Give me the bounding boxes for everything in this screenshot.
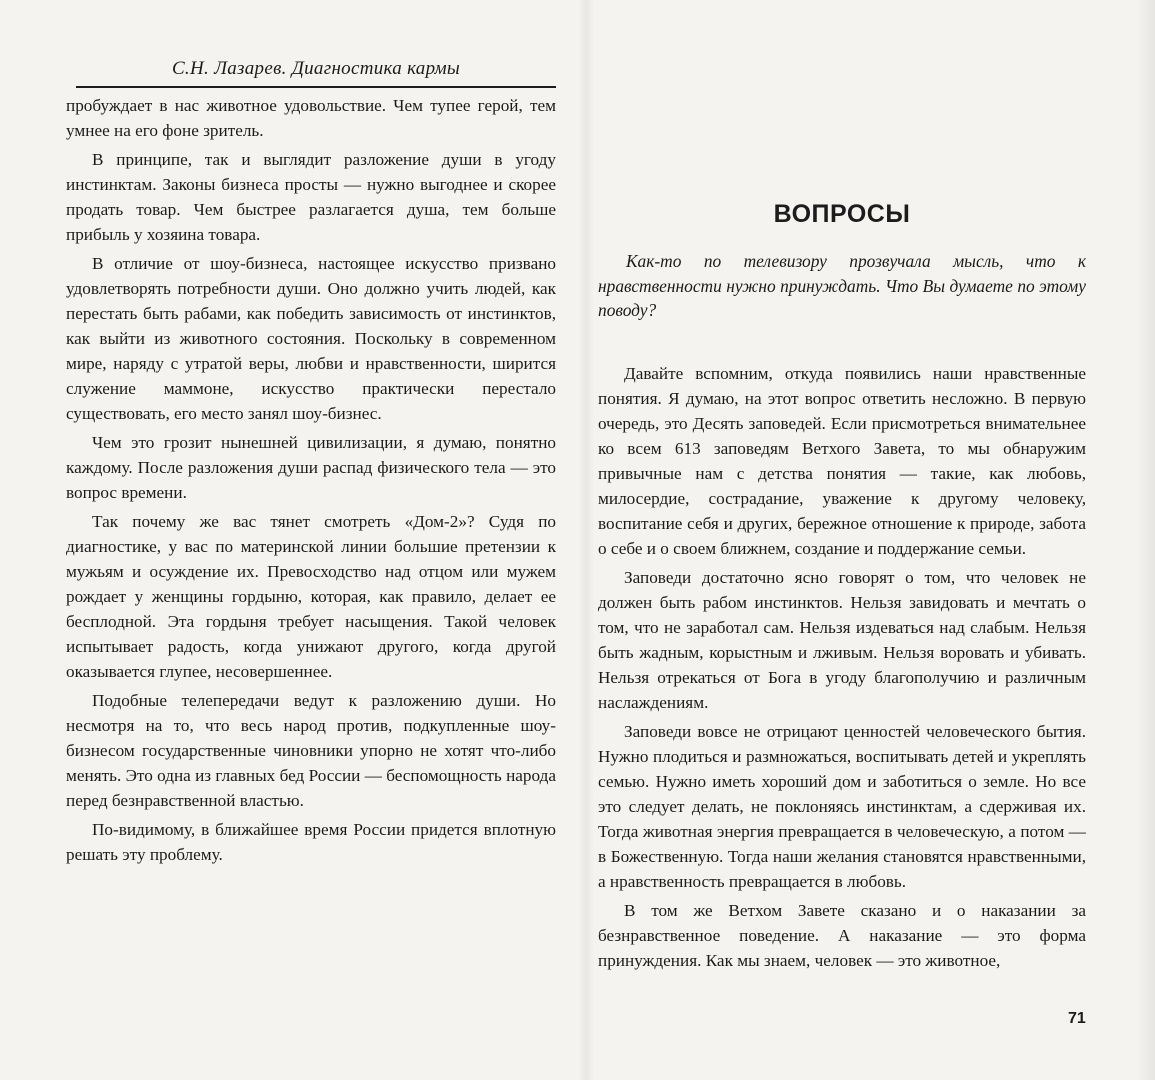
paragraph: В отличие от шоу-бизнеса, настоящее искусство призвано удовлетворять потребности души. Оно должно учить людей, как перестать быть рабами, как победить зависимость от инстинктов, как выйти из животного состояния. Поскольку в современном мире, наряду с утратой веры, любви и нравственности, ширится служение маммоне, искусство практически перестало существовать, его место занял шоу-бизнес.	[66, 254, 556, 423]
paragraph: По-видимому, в ближайшее время России придется вплотную решать эту проблему.	[66, 820, 556, 864]
paragraph: Так почему же вас тянет смотреть «Дом-2»? Судя по диагностике, у вас по материнской линии большие претензии к мужьям и осуждение их. Превосходство над отцом или мужем рождает у женщины гордыню, которая, как правило, делает ее бесплодной. Эта гордыня требует насыщения. Такой человек испытывает радость, когда унижают другого, когда другой оказывается глупее, несовершеннее.	[66, 512, 556, 681]
right-page	[598, 200, 1086, 973]
paragraph: Давайте вспомним, откуда появились наши нравственные понятия. Я думаю, на этот вопрос ответить несложно. В первую очередь, это Десять заповедей. Если присмотреться внимательнее ко всем 613 заповедям Ветхого Завета, то мы обнаружим привычные нам с детства понятия — такие, как любовь, милосердие, сострадание, уважение к другому человеку, воспитание себя и других, бережное отношение к природе, забота о себе и о своем ближнем, создание и поддержание семьи.	[598, 363, 1086, 558]
left-page	[66, 58, 556, 867]
paragraph: В том же Ветхом Завете сказано и о наказании за безнравственное поведение. А наказание — это форма принуждения. Как мы знаем, человек — это животное,	[598, 900, 1086, 970]
paragraph: пробуждает в нас животное удовольствие. Чем тупее герой, тем умнее на его фоне зритель.	[66, 96, 556, 140]
left-page-body	[66, 93, 556, 867]
page-number: 71	[1068, 1010, 1086, 1027]
section-title: ВОПРОСЫ	[773, 200, 911, 228]
paragraph: Подобные телепередачи ведут к разложению души. Но несмотря на то, что весь народ против, подкупленные шоу-бизнесом государственные чиновники упорно не хотят что-либо менять. Это одна из главных бед России — беспомощность народа перед безнравственной властью.	[66, 691, 556, 810]
paragraph: Заповеди достаточно ясно говорят о том, что человек не должен быть рабом инстинктов. Нельзя завидовать и мечтать о том, что не заработал сам. Нельзя издеваться над слабым. Нельзя быть жадным, корыстным и лживым. Нельзя воровать и убивать. Нельзя отрекаться от Бога в угоду благополучию и различным наслаждениям.	[598, 567, 1086, 712]
paragraph: В принципе, так и выглядит разложение души в угоду инстинктам. Законы бизнеса просты — нужно выгоднее и скорее продать товар. Чем быстрее разлагается душа, тем больше прибыль у хозяина товара.	[66, 150, 556, 244]
paragraph: Чем это грозит нынешней цивилизации, я думаю, понятно каждому. После разложения души распад физического тела — это вопрос времени.	[66, 433, 556, 502]
page-edge-shadow	[1137, 0, 1155, 1080]
question-text: Как-то по телевизору прозвучала мысль, что к нравственности нужно принуждать. Что Вы думаете по этому поводу?	[598, 251, 1086, 320]
running-head: С.Н. Лазарев. Диагностика кармы	[76, 58, 556, 88]
book-gutter	[578, 0, 594, 1080]
paragraph: Заповеди вовсе не отрицают ценностей человеческого бытия. Нужно плодиться и размножаться, воспитывать детей и укреплять семью. Нужно иметь хороший дом и заботиться о земле. Но все это следует делать, не поклоняясь инстинктам, а сдерживая их. Тогда животная энергия превращается в человеческую, а потом — в Божественную. Тогда наши желания становятся нравственными, а нравственность превращается в любовь.	[598, 721, 1086, 891]
